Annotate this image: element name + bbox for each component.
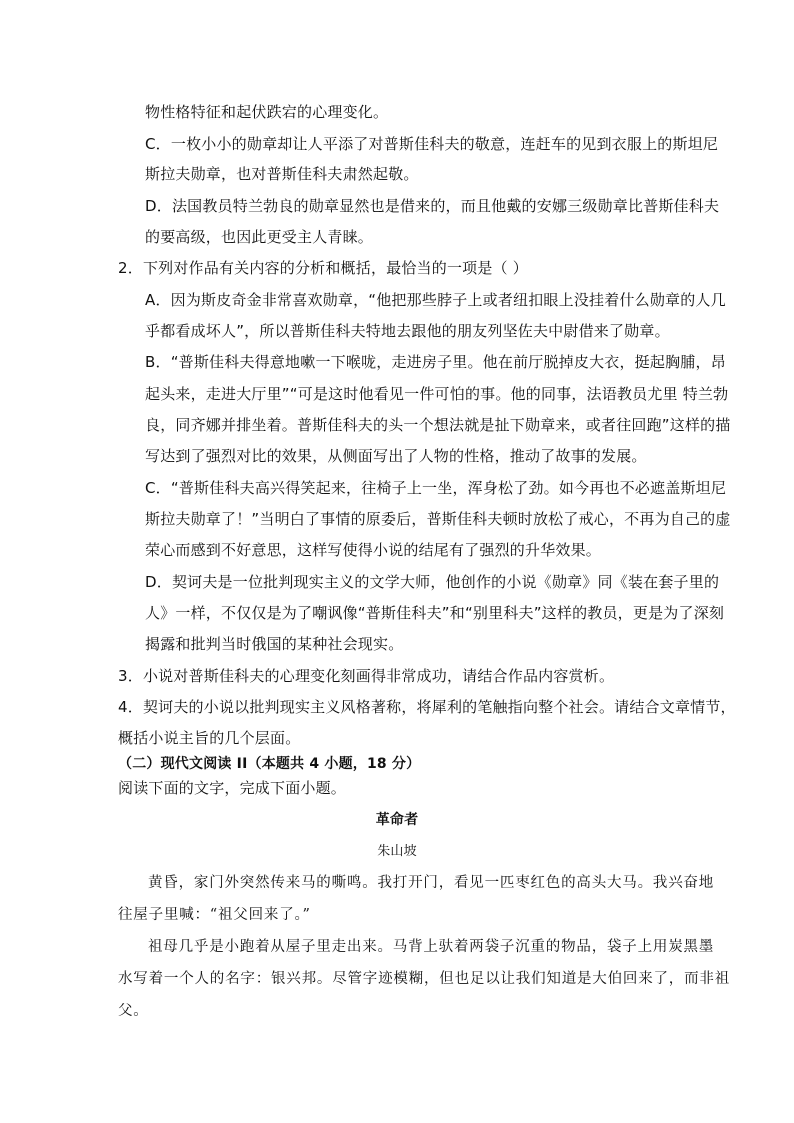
text-line: 物性格特征和起伏跌宕的心理变化。 [145,103,389,121]
option-d-line: D．法国教员特兰勃良的勋章显然也是借来的，而且他戴的安娜三级勋章比普斯佳科夫 [145,197,720,215]
option-a-line: A．因为斯皮奇金非常喜欢勋章，“他把那些脖子上或者纽扣眼上没挂着什么勋章的人几 [145,291,726,309]
story-author: 朱山坡 [377,844,417,859]
text-line: 荣心而感到不好意思，这样写使得小说的结尾有了强烈的升华效果。 [145,541,602,559]
text-line: 的要高级，也因此更受主人青睐。 [145,228,374,246]
text-line: 人》一样，不仅仅是为了嘲讽像“普斯佳科夫”和“别里科夫”这样的教员，更是为了深刻 [145,604,725,622]
story-paragraph-line: 往屋子里喊：“祖父回来了。” [118,907,311,923]
option-c-line: C．“普斯佳科夫高兴得笑起来，往椅子上一坐，浑身松了劲。如今再也不必遮盖斯坦尼 [145,479,727,497]
question-3: 3．小说对普斯佳科夫的心理变化刻画得非常成功，请结合作品内容赏析。 [118,667,615,685]
text-line: 良，同齐娜并排坐着。普斯佳科夫的头一个想法就是扯下勋章来，或者往回跑”这样的描 [145,416,731,434]
question-4: 4．契诃夫的小说以批判现实主义风格著称，将犀利的笔触指向整个社会。请结合文章情节， [118,698,736,716]
story-paragraph-line: 祖母几乎是小跑着从屋子里走出来。马背上驮着两袋子沉重的物品，袋子上用炭黑墨 [148,939,715,955]
text-line: 写达到了强烈对比的效果，从侧面写出了人物的性格，推动了故事的发展。 [145,447,647,465]
text-line: 起头来，走进大厅里”“可是这时他看见一件可怕的事。他的同事，法语教员尤里 特兰勃 [145,385,729,403]
story-paragraph-line: 水写着一个人的名字：银兴邦。尽管字迹模糊，但也足以让我们知道是大伯回来了，而非祖 [118,971,730,987]
question-2: 2．下列对作品有关内容的分析和概括，最恰当的一项是（ ） [118,259,528,277]
story-paragraph-line: 黄昏，家门外突然传来马的嘶鸣。我打开门，看见一匹枣红色的高头大马。我兴奋地 [148,875,715,891]
option-d-line: D．契诃夫是一位批判现实主义的文学大师，他创作的小说《勋章》同《装在套子里的 [145,573,720,591]
text-line: 揭露和批判当时俄国的某种社会现实。 [145,635,404,653]
section-heading: （二）现代文阅读 II（本题共 4 小题，18 分） [118,756,421,772]
story-paragraph-line: 父。 [118,1003,149,1019]
option-c-line: C．一枚小小的勋章却让人平添了对普斯佳科夫的敬意，连赶车的见到衣服上的斯坦尼 [145,135,719,153]
text-line: 斯拉夫勋章，也对普斯佳科夫肃然起敬。 [145,165,419,183]
text-line: 概括小说主旨的几个层面。 [118,729,301,747]
text-line: 乎都看成坏人”，所以普斯佳科夫特地去跟他的朋友列坚佐夫中尉借来了勋章。 [145,322,670,340]
instruction-text: 阅读下面的文字，完成下面小题。 [118,779,347,797]
option-b-line: B．“普斯佳科夫得意地嗽一下喉咙，走进房子里。他在前厅脱掉皮大衣，挺起胸脯，昂 [145,353,726,371]
story-title: 革命者 [375,812,419,828]
text-line: 斯拉夫勋章了！”当明白了事情的原委后，普斯佳科夫顿时放松了戒心，不再为自己的虚 [145,510,731,528]
